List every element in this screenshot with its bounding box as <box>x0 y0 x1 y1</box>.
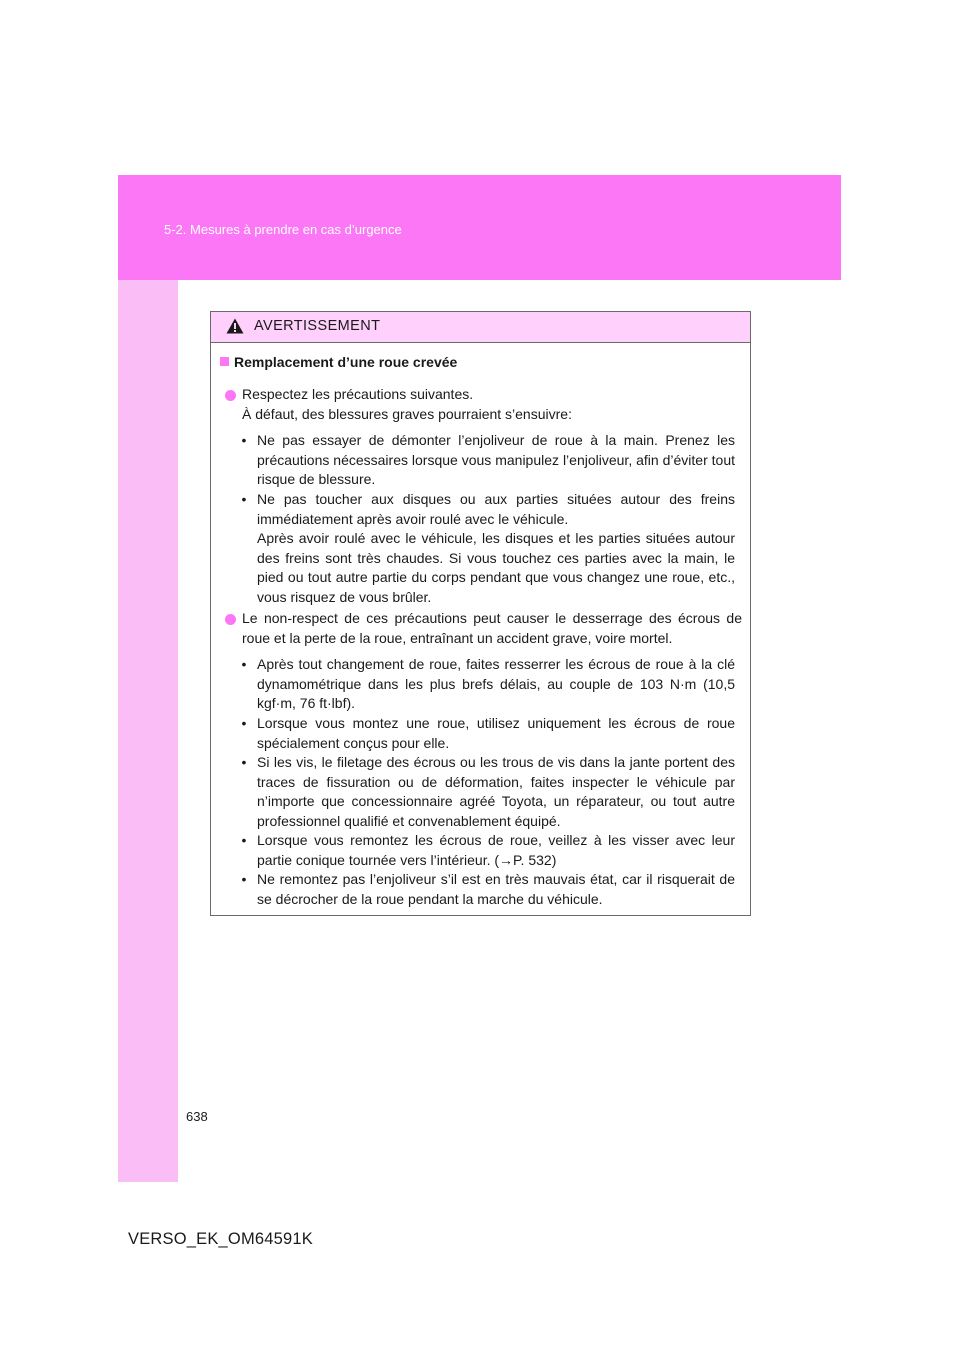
warning-heading <box>220 353 457 373</box>
point1-line2: À défaut, des blessures graves pourraient s’ensuivre: <box>242 406 572 422</box>
bullet-mark: • <box>241 491 247 507</box>
point2-bullet-2: Lorsque vous montez une roue, utilisez uniquement les écrous de roue spécialement conçus pour elle. <box>257 715 735 751</box>
circle-bullet-icon <box>225 614 236 625</box>
bullet-mark: • <box>241 715 247 731</box>
warning-box <box>210 311 751 916</box>
point1-bullet-2-cont: Après avoir roulé avec le véhicule, les disques et les parties situées autour des freins sont très chaudes. Si vous touchez ces parties avec la main, le pied ou tout autre partie du corps pendant que vous changez une roue, etc., vous risquez de vous brûler. <box>257 530 735 605</box>
square-bullet-icon <box>220 357 229 366</box>
margin-strip <box>118 175 178 1182</box>
warning-triangle-icon <box>226 318 244 334</box>
warning-header <box>211 312 750 343</box>
point2-bullet-5: Ne remontez pas l’enjoliveur s’il est en très mauvais état, car il risquerait de se décrocher de la roue pendant la marche du véhicule. <box>257 871 735 907</box>
bullet-mark: • <box>241 871 247 887</box>
point2-bullet-1: Après tout changement de roue, faites resserrer les écrous de roue à la clé dynamométrique dans les plus brefs délais, au couple de 103 N·m (10,5 kgf·m, 76 ft·lbf). <box>257 656 735 711</box>
point2-bullet-4: Lorsque vous remontez les écrous de roue, veillez à les visser avec leur partie conique tournée vers l’intérieur. (→P. 532) <box>257 832 735 868</box>
point2-text: Le non-respect de ces précautions peut causer le desserrage des écrous de roue et la perte de la roue, entraînant un accident grave, voire mortel. <box>242 610 742 646</box>
point2-bullet-3: Si les vis, le filetage des écrous ou les trous de vis dans la jante portent des traces de fissuration ou de déformation, faites inspecter le véhicule par n’importe que concessionnaire agréé Toyota, un réparateur, ou tout autre professionnel qualifié et convenablement équipé. <box>257 754 735 829</box>
bullet-mark: • <box>241 754 247 770</box>
warning-title: AVERTISSEMENT <box>254 318 381 334</box>
bullet-mark: • <box>241 832 247 848</box>
document-code: VERSO_EK_OM64591K <box>128 1230 313 1248</box>
section-title: 5-2. Mesures à prendre en cas d’urgence <box>164 222 402 237</box>
point1-bullet-1: Ne pas essayer de démonter l’enjoliveur de roue à la main. Prenez les précautions nécessaires lorsque vous manipulez l’enjoliveur, afin d’éviter tout risque de blessure. <box>257 432 735 487</box>
bullet-mark: • <box>241 656 247 672</box>
point1-line1: Respectez les précautions suivantes. <box>242 386 474 402</box>
page-number: 638 <box>186 1109 208 1124</box>
warning-heading-text: Remplacement d’une roue crevée <box>234 354 458 370</box>
circle-bullet-icon <box>225 390 236 401</box>
point1-bullet-2: Ne pas toucher aux disques ou aux parties situées autour des freins immédiatement après avoir roulé avec le véhicule. <box>257 491 735 527</box>
bullet-mark: • <box>241 432 247 448</box>
